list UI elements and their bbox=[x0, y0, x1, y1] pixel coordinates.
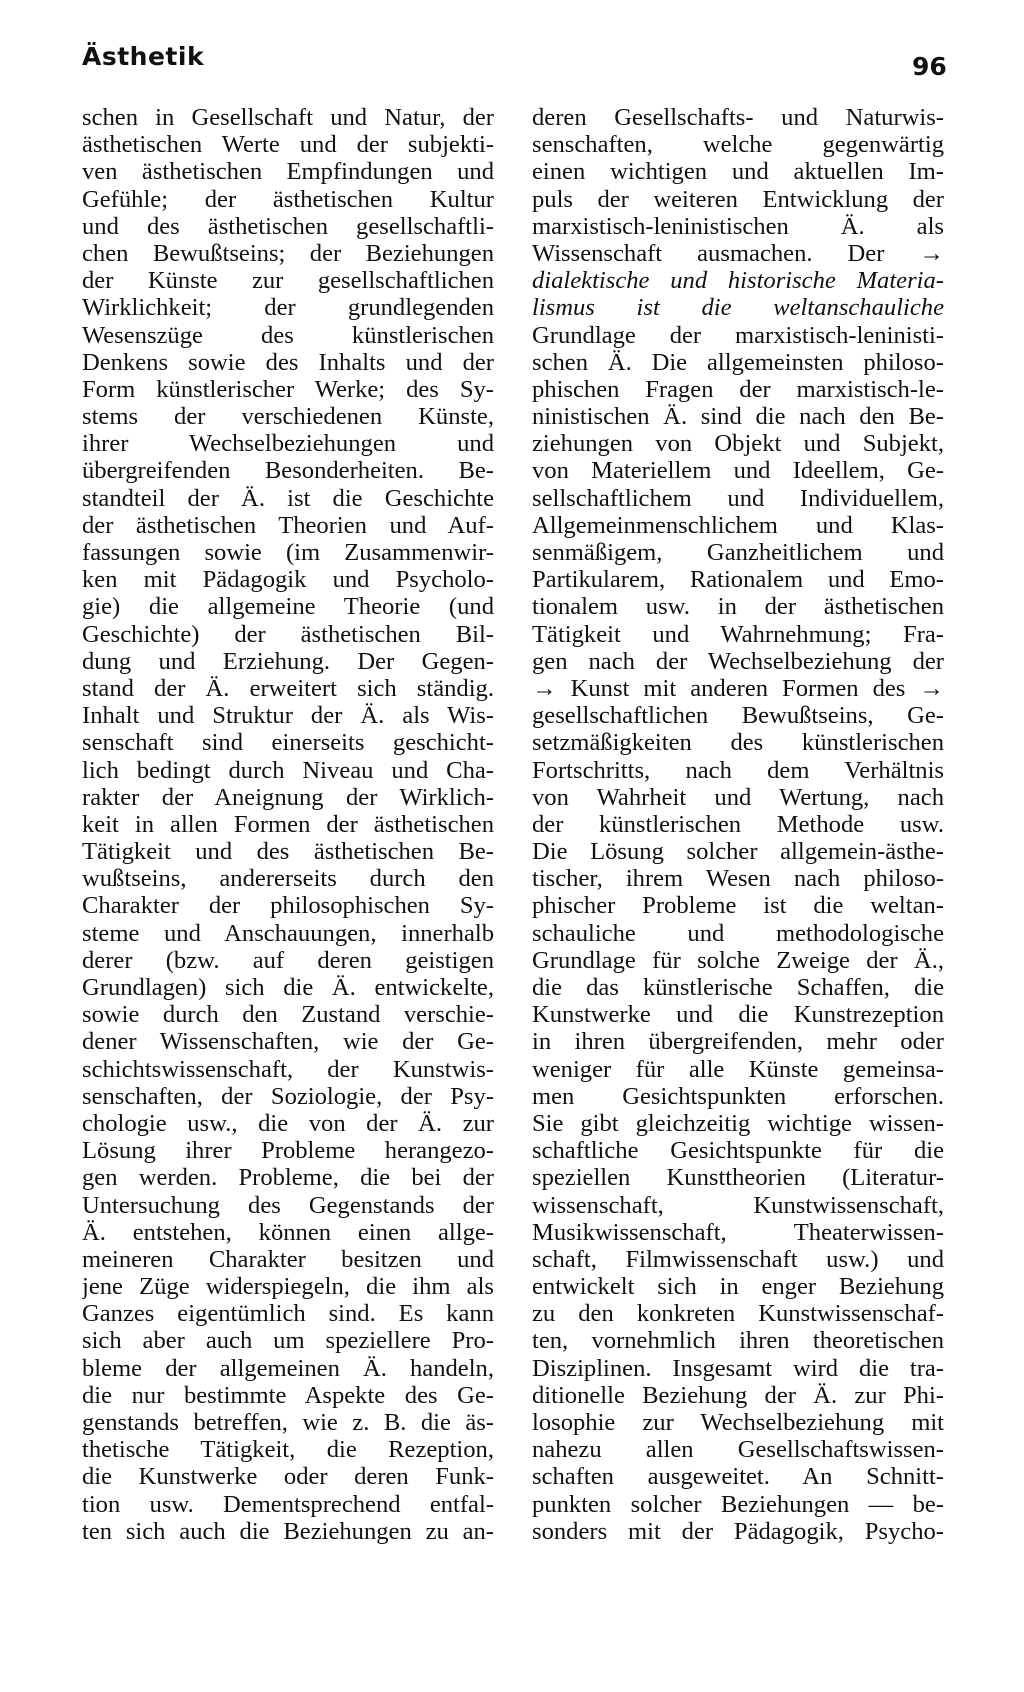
right-column-line: nahezu allen Gesellschaftswissen- bbox=[532, 1436, 944, 1464]
right-column-line: von Wahrheit und Wertung, nach bbox=[532, 783, 944, 811]
right-column-line: deren Gesellschafts- und Naturwis- bbox=[532, 104, 944, 131]
left-column-line: sich aber auch um speziellere Pro- bbox=[82, 1327, 494, 1355]
right-column-line: puls der weiteren Entwicklung der bbox=[532, 185, 944, 213]
left-column-line: genstands betreffen, wie z. B. die äs- bbox=[82, 1409, 494, 1436]
right-column-line: marxistisch-leninistischen Ä. als bbox=[532, 212, 944, 240]
left-column-line: Lösung ihrer Probleme herangezo- bbox=[82, 1137, 494, 1165]
left-column-line: stems der verschiedenen Künste, bbox=[82, 403, 494, 431]
left-column-line: ken mit Pädagogik und Psycholo- bbox=[82, 566, 494, 594]
right-column-line: Tätigkeit und Wahrnehmung; Fra- bbox=[532, 620, 944, 648]
left-column-line: thetische Tätigkeit, die Rezeption, bbox=[82, 1436, 494, 1464]
right-column-line: tionalem usw. in der ästhetischen bbox=[532, 593, 944, 621]
right-column-line: punkten solcher Beziehungen — be- bbox=[532, 1490, 944, 1518]
left-column-line: Grundlagen) sich die Ä. entwickelte, bbox=[82, 974, 494, 1001]
left-column-line: schichtswissenschaft, der Kunstwis- bbox=[82, 1055, 494, 1083]
left-column-line: Gefühle; der ästhetischen Kultur bbox=[82, 185, 494, 213]
left-column-line: steme und Anschauungen, innerhalb bbox=[82, 919, 494, 947]
right-column-line: sonders mit der Pädagogik, Psycho- bbox=[532, 1517, 944, 1545]
left-column-line: Wesenszüge des künstlerischen bbox=[82, 321, 494, 349]
left-column-line: rakter der Aneignung der Wirklich- bbox=[82, 783, 494, 811]
right-column-line: Grundlage für solche Zweige der Ä., bbox=[532, 946, 944, 974]
left-column-line: lich bedingt durch Niveau und Cha- bbox=[82, 756, 494, 784]
left-column-line: standteil der Ä. ist die Geschichte bbox=[82, 484, 494, 512]
right-column-line: schaft, Filmwissenschaft usw.) und bbox=[532, 1245, 944, 1273]
right-column-line: dialektische und historische Materia- bbox=[532, 267, 944, 295]
left-column-line: ästhetischen Werte und der subjekti- bbox=[82, 131, 494, 159]
left-column-line: jene Züge widerspiegeln, die ihm als bbox=[82, 1273, 494, 1301]
right-column-line: ditionelle Beziehung der Ä. zur Phi- bbox=[532, 1381, 944, 1409]
left-column-line: Geschichte) der ästhetischen Bil- bbox=[82, 620, 494, 648]
left-column-line: Untersuchung des Gegenstands der bbox=[82, 1191, 494, 1219]
left-column-line: und des ästhetischen gesellschaftli- bbox=[82, 212, 494, 240]
right-column-line: ten, vornehmlich ihren theoretischen bbox=[532, 1327, 944, 1355]
right-column-line: schaften ausgeweitet. An Schnitt- bbox=[532, 1463, 944, 1491]
right-column-line: einen wichtigen und aktuellen Im- bbox=[532, 158, 944, 186]
right-column-line: → Kunst mit anderen Formen des → bbox=[532, 674, 944, 702]
left-column-line: dener Wissenschaften, wie der Ge- bbox=[82, 1028, 494, 1056]
right-column-line: Musikwissenschaft, Theaterwissen- bbox=[532, 1218, 944, 1246]
left-column-line: stand der Ä. erweitert sich ständig. bbox=[82, 674, 494, 702]
right-column-line: senmäßigem, Ganzheitlichem und bbox=[532, 539, 944, 566]
right-column-line: Die Lösung solcher allgemein-ästhe- bbox=[532, 838, 944, 866]
left-column-line: übergreifenden Besonderheiten. Be- bbox=[82, 457, 494, 485]
left-column-line: der Künste zur gesellschaftlichen bbox=[82, 267, 494, 295]
right-column-line: Kunstwerke und die Kunstrezeption bbox=[532, 1001, 944, 1029]
left-column-line: dung und Erziehung. Der Gegen- bbox=[82, 647, 494, 675]
left-column-line: Ganzes eigentümlich sind. Es kann bbox=[82, 1300, 494, 1328]
right-column-line: schauliche und methodologische bbox=[532, 919, 944, 947]
right-column-line: tischer, ihrem Wesen nach philoso- bbox=[532, 865, 944, 893]
right-column-line: gesellschaftlichen Bewußtseins, Ge- bbox=[532, 702, 944, 730]
running-header-title: Ästhetik bbox=[82, 42, 205, 71]
left-column-line: Inhalt und Struktur der Ä. als Wis- bbox=[82, 702, 494, 730]
right-column-line: Sie gibt gleichzeitig wichtige wissen- bbox=[532, 1109, 944, 1137]
left-column-line: meineren Charakter besitzen und bbox=[82, 1245, 494, 1273]
right-text-column bbox=[532, 104, 944, 1545]
right-column-line: Disziplinen. Insgesamt wird die tra- bbox=[532, 1354, 944, 1382]
right-column-line: von Materiellem und Ideellem, Ge- bbox=[532, 457, 944, 485]
left-column-line: fassungen sowie (im Zusammenwir- bbox=[82, 539, 494, 566]
right-column-line: gen nach der Wechselbeziehung der bbox=[532, 647, 944, 675]
right-column-line: Allgemeinmenschlichem und Klas- bbox=[532, 511, 944, 539]
right-column-line: senschaften, welche gegenwärtig bbox=[532, 131, 944, 159]
left-column-line: chologie usw., die von der Ä. zur bbox=[82, 1109, 494, 1137]
right-column-line: ninistischen Ä. sind die nach den Be- bbox=[532, 403, 944, 431]
left-column-line: ihrer Wechselbeziehungen und bbox=[82, 430, 494, 458]
right-column-line: phischen Fragen der marxistisch-le- bbox=[532, 375, 944, 403]
left-column-line: der ästhetischen Theorien und Auf- bbox=[82, 511, 494, 539]
left-column-line: Ä. entstehen, können einen allge- bbox=[82, 1218, 494, 1246]
right-column-line: setzmäßigkeiten des künstlerischen bbox=[532, 729, 944, 757]
left-column-line: wußtseins, andererseits durch den bbox=[82, 865, 494, 893]
left-column-line: gen werden. Probleme, die bei der bbox=[82, 1164, 494, 1192]
page-number: 96 bbox=[912, 52, 947, 81]
left-column-line: senschaften, der Soziologie, der Psy- bbox=[82, 1082, 494, 1110]
right-column-line: speziellen Kunsttheorien (Literatur- bbox=[532, 1164, 944, 1192]
left-column-line: Form künstlerischer Werke; des Sy- bbox=[82, 375, 494, 403]
right-column-line: men Gesichtspunkten erforschen. bbox=[532, 1082, 944, 1110]
right-column-line: in ihren übergreifenden, mehr oder bbox=[532, 1028, 944, 1056]
left-column-line: die nur bestimmte Aspekte des Ge- bbox=[82, 1381, 494, 1409]
right-column-line: lismus ist die weltanschauliche bbox=[532, 294, 944, 322]
left-column-line: Denkens sowie des Inhalts und der bbox=[82, 348, 494, 376]
left-column-line: derer (bzw. auf deren geistigen bbox=[82, 946, 494, 974]
left-column-line: keit in allen Formen der ästhetischen bbox=[82, 810, 494, 838]
right-column-line: ziehungen von Objekt und Subjekt, bbox=[532, 430, 944, 458]
left-column-line: tion usw. Dementsprechend entfal- bbox=[82, 1490, 494, 1518]
right-column-line: zu den konkreten Kunstwissenschaf- bbox=[532, 1300, 944, 1328]
left-column-line: Charakter der philosophischen Sy- bbox=[82, 892, 494, 920]
left-column-line: chen Bewußtseins; der Beziehungen bbox=[82, 239, 494, 267]
right-column-line: schen Ä. Die allgemeinsten philoso- bbox=[532, 348, 944, 376]
right-column-line: der künstlerischen Methode usw. bbox=[532, 810, 944, 838]
right-column-line: losophie zur Wechselbeziehung mit bbox=[532, 1409, 944, 1436]
left-column-line: senschaft sind einerseits geschicht- bbox=[82, 729, 494, 757]
right-column-line: weniger für alle Künste gemeinsa- bbox=[532, 1055, 944, 1083]
right-column-line: sellschaftlichem und Individuellem, bbox=[532, 484, 944, 512]
left-column-line: ten sich auch die Beziehungen zu an- bbox=[82, 1517, 494, 1545]
right-column-line: schaftliche Gesichtspunkte für die bbox=[532, 1137, 944, 1165]
left-column-line: die Kunstwerke oder deren Funk- bbox=[82, 1463, 494, 1491]
left-column-line: gie) die allgemeine Theorie (und bbox=[82, 593, 494, 621]
right-column-line: Wissenschaft ausmachen. Der → bbox=[532, 239, 944, 267]
left-column-line: Wirklichkeit; der grundlegenden bbox=[82, 294, 494, 322]
left-text-column bbox=[82, 104, 494, 1545]
left-column-line: ven ästhetischen Empfindungen und bbox=[82, 158, 494, 186]
left-column-line: sowie durch den Zustand verschie- bbox=[82, 1001, 494, 1029]
right-column-line: die das künstlerische Schaffen, die bbox=[532, 974, 944, 1001]
right-column-line: Grundlage der marxistisch-leninisti- bbox=[532, 321, 944, 349]
right-column-line: Fortschritts, nach dem Verhältnis bbox=[532, 756, 944, 784]
left-column-line: bleme der allgemeinen Ä. handeln, bbox=[82, 1354, 494, 1382]
right-column-line: entwickelt sich in enger Beziehung bbox=[532, 1273, 944, 1301]
right-column-line: phischer Probleme ist die weltan- bbox=[532, 892, 944, 920]
left-column-line: Tätigkeit und des ästhetischen Be- bbox=[82, 838, 494, 866]
right-column-line: wissenschaft, Kunstwissenschaft, bbox=[532, 1191, 944, 1219]
right-column-line: Partikularem, Rationalem und Emo- bbox=[532, 566, 944, 594]
left-column-line: schen in Gesellschaft und Natur, der bbox=[82, 104, 494, 131]
